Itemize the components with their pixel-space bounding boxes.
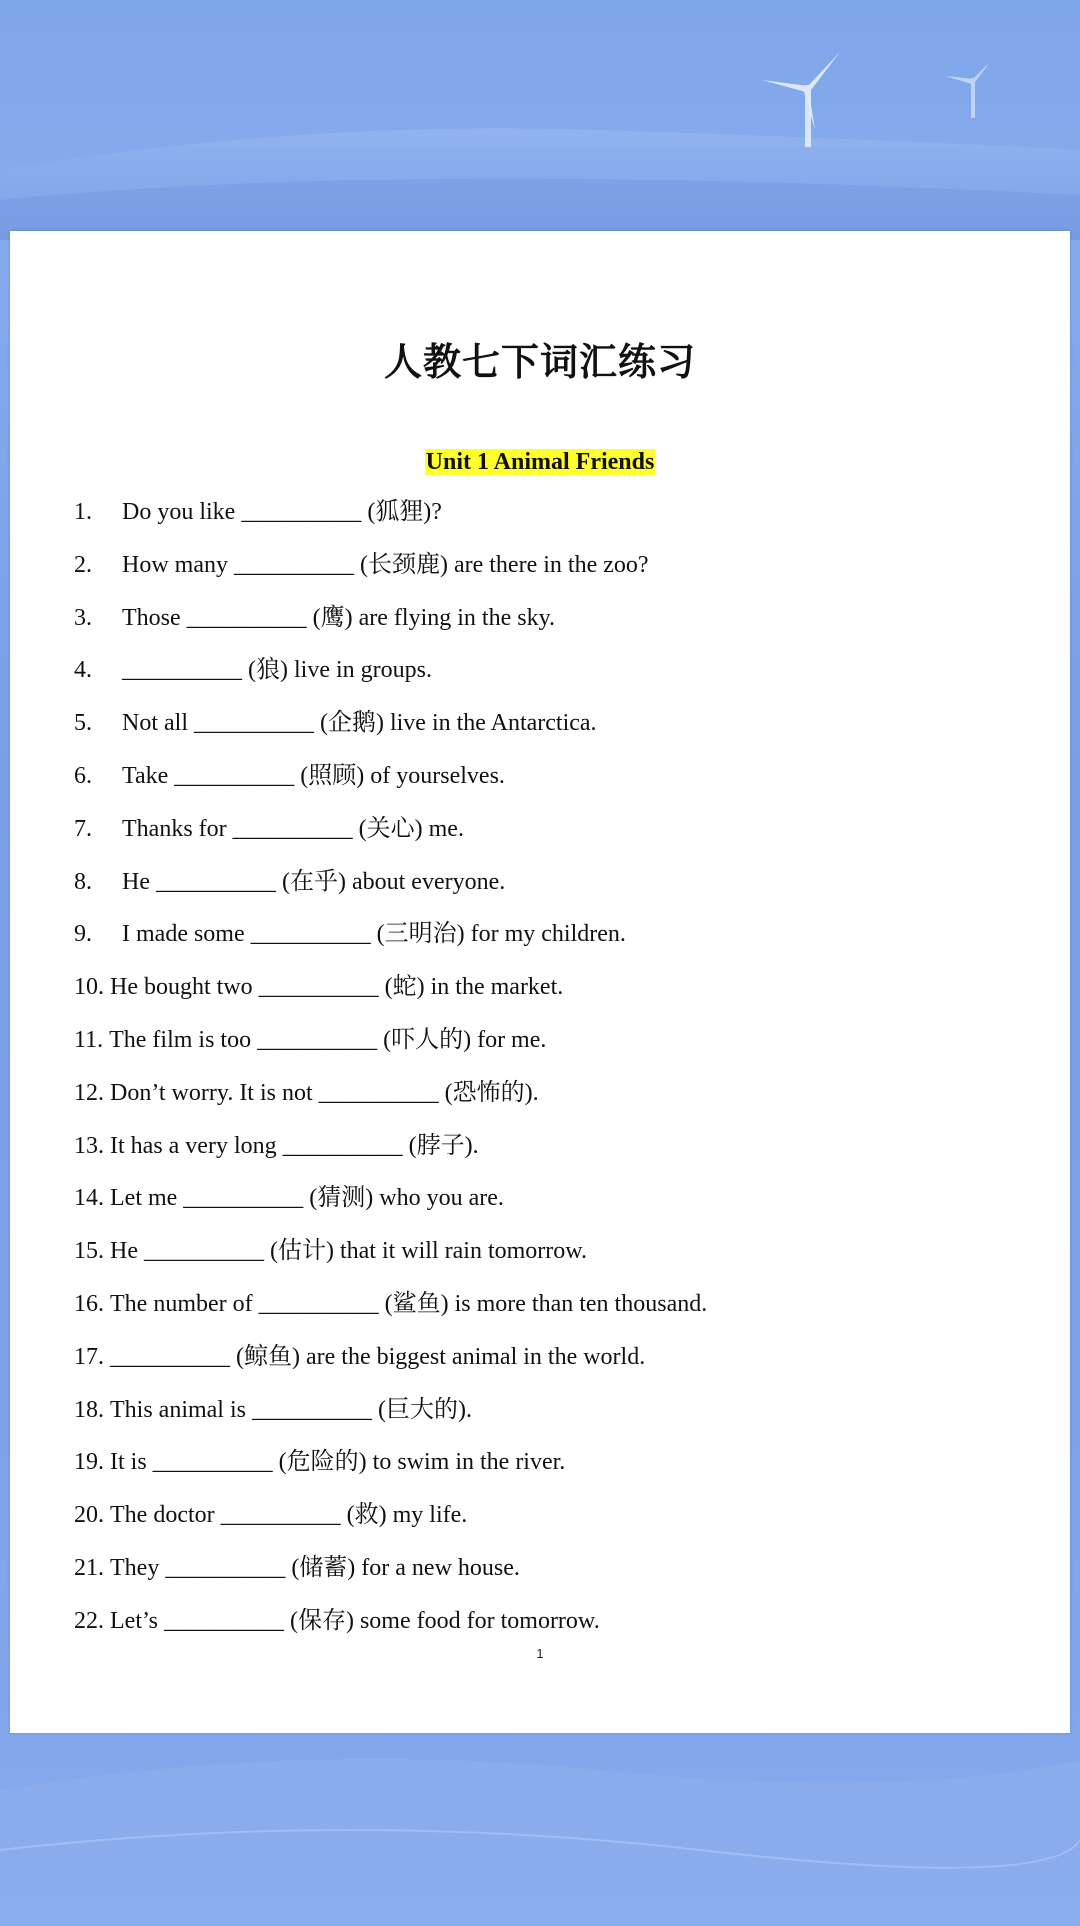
- question-item: [74, 865, 707, 918]
- question-number: 17.: [74, 1343, 104, 1370]
- question-text: Those __________ (鹰) are flying in the sky.: [122, 604, 556, 631]
- wind-turbine-icon: [762, 52, 840, 147]
- question-number: 10.: [74, 974, 104, 1001]
- question-text: The number of __________ (鲨鱼) is more than ten thousand.: [110, 1290, 708, 1317]
- page-title: 人教七下词汇练习: [383, 340, 696, 384]
- question-text: The doctor __________ (救) my life.: [110, 1502, 468, 1529]
- question-number: 21.: [74, 1554, 104, 1581]
- question-number: 14.: [74, 1185, 104, 1212]
- question-text: I made some __________ (三明治) for my children.: [122, 921, 626, 948]
- unit-heading: [10, 445, 1070, 479]
- question-text: Take __________ (照顾) of yourselves.: [122, 762, 505, 789]
- question-number: 15.: [74, 1238, 104, 1265]
- question-number: 7.: [74, 815, 92, 842]
- question-item: [74, 1234, 707, 1287]
- question-text: He __________ (估计) that it will rain tomorrow.: [110, 1238, 588, 1265]
- question-number: 13.: [74, 1132, 104, 1159]
- question-text: Do you like __________ (狐狸)?: [122, 499, 442, 525]
- question-number: 16.: [74, 1290, 104, 1317]
- worksheet-page: [10, 231, 1070, 1733]
- wind-turbine-icon: [945, 62, 990, 118]
- question-item: [74, 1340, 707, 1393]
- question-number: 5.: [74, 710, 92, 737]
- question-number: 19.: [74, 1449, 104, 1476]
- question-text: Not all __________ (企鹅) live in the Antarctica.: [122, 710, 597, 737]
- question-number: 6.: [74, 762, 92, 789]
- question-number: 8.: [74, 868, 92, 895]
- question-text: How many __________ (长颈鹿) are there in the zoo?: [122, 551, 649, 578]
- question-list: [74, 495, 707, 1657]
- question-item: [74, 495, 707, 548]
- question-item: [74, 653, 707, 706]
- question-number: 3.: [74, 604, 92, 631]
- question-item: [74, 1498, 707, 1551]
- question-item: [74, 1076, 707, 1129]
- question-number: 1.: [74, 499, 92, 525]
- question-item: [74, 970, 707, 1023]
- question-number: 18.: [74, 1396, 104, 1423]
- question-text: Thanks for __________ (关心) me.: [122, 815, 464, 842]
- question-item: [74, 917, 707, 970]
- question-item: [74, 812, 707, 865]
- question-text: It is __________ (危险的) to swim in the river.: [110, 1449, 566, 1476]
- question-number: 4.: [74, 657, 92, 684]
- question-item: [74, 1287, 707, 1340]
- question-number: 22.: [74, 1607, 104, 1634]
- question-text: The film is too __________ (吓人的) for me.: [109, 1026, 547, 1053]
- question-item: [74, 1551, 707, 1604]
- question-item: [74, 548, 707, 601]
- page-number: 1: [536, 1646, 544, 1661]
- question-item: [74, 1393, 707, 1446]
- question-text: He bought two __________ (蛇) in the market.: [110, 974, 564, 1001]
- question-number: 9.: [74, 921, 92, 948]
- question-text: __________ (狼) live in groups.: [122, 657, 432, 684]
- question-number: 11.: [74, 1026, 104, 1053]
- question-text: It has a very long __________ (脖子).: [110, 1132, 479, 1159]
- unit-heading-label: Unit 1 Animal Friends: [425, 449, 655, 475]
- question-text: This animal is __________ (巨大的).: [110, 1396, 472, 1423]
- question-text: Let’s __________ (保存) some food for tomorrow.: [110, 1607, 600, 1634]
- question-text: __________ (鲸鱼) are the biggest animal in the world.: [110, 1343, 646, 1370]
- question-text: They __________ (储蓄) for a new house.: [110, 1554, 520, 1581]
- question-number: 2.: [74, 551, 92, 578]
- question-item: [74, 1023, 707, 1076]
- question-number: 20.: [74, 1502, 104, 1529]
- question-number: 12.: [74, 1079, 104, 1106]
- question-text: He __________ (在乎) about everyone.: [122, 868, 506, 895]
- question-item: [74, 601, 707, 654]
- question-item: [74, 1445, 707, 1498]
- question-text: Let me __________ (猜测) who you are.: [110, 1185, 504, 1212]
- question-text: Don’t worry. It is not __________ (恐怖的).: [110, 1079, 539, 1106]
- question-item: [74, 1181, 707, 1234]
- question-item: [74, 759, 707, 812]
- question-item: [74, 706, 707, 759]
- question-item: [74, 1129, 707, 1182]
